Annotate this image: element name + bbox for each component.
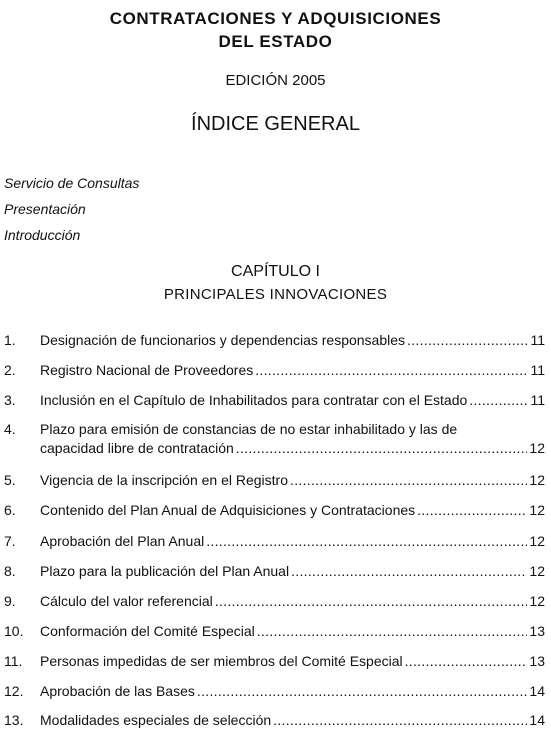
toc-item-page: 12 [529, 533, 545, 549]
toc-item-number: 12. [4, 683, 24, 699]
toc-item-page: 12 [529, 472, 545, 488]
dot-leader [290, 471, 527, 489]
dot-leader [291, 562, 527, 580]
edition-label: EDICIÓN 2005 [225, 72, 326, 89]
toc-item-page: 12 [529, 563, 545, 579]
dot-leader [407, 331, 528, 349]
toc-item-number: 3. [4, 392, 16, 408]
toc-item-number: 10. [4, 623, 24, 639]
toc-item-label: Vigencia de la inscripción en el Registro [40, 472, 288, 488]
toc-item-label: capacidad libre de contratación [40, 440, 234, 456]
toc-item-number: 6. [4, 502, 16, 518]
toc-item-number: 5. [4, 472, 16, 488]
toc-item-page: 13 [529, 623, 545, 639]
toc-item-label: Modalidades especiales de selección [40, 712, 272, 728]
toc-item-label: Designación de funcionarios y dependencias responsables [40, 332, 406, 348]
dot-leader [197, 682, 528, 700]
toc-item-label: Plazo para la publicación del Plan Anual [40, 563, 290, 579]
toc-item-label: Inclusión en el Capítulo de Inhabilitados para contratar con el Estado [40, 392, 468, 408]
toc-item-number: 13. [4, 712, 24, 728]
front-matter-introduction[interactable]: Introducción [4, 227, 81, 243]
dot-leader [417, 501, 527, 519]
front-matter-service[interactable]: Servicio de Consultas [4, 175, 140, 191]
dot-leader [273, 711, 527, 729]
chapter-number: CAPÍTULO I [231, 263, 320, 280]
toc-item-number: 2. [4, 362, 16, 378]
toc-item-number: 8. [4, 563, 16, 579]
toc-item-number: 1. [4, 332, 16, 348]
dot-leader [257, 622, 528, 640]
toc-item-page: 12 [529, 502, 545, 518]
toc-item-label: Cálculo del valor referencial [40, 593, 213, 609]
toc-item-number: 4. [4, 421, 16, 437]
dot-leader [215, 592, 528, 610]
dot-leader [236, 439, 528, 457]
dot-leader [469, 391, 528, 409]
toc-item-number: 11. [4, 653, 23, 669]
toc-item-label: Registro Nacional de Proveedores [40, 362, 254, 378]
toc-item-label: Aprobación de las Bases [40, 683, 195, 699]
document-title-line-1: CONTRATACIONES Y ADQUISICIONES [109, 9, 442, 28]
toc-item-page: 11 [530, 362, 545, 378]
front-matter-presentation[interactable]: Presentación [4, 201, 86, 217]
toc-item-page: 11 [530, 392, 545, 408]
document-title-line-2: DEL ESTADO [218, 32, 333, 51]
toc-item-page: 13 [529, 653, 545, 669]
chapter-title: PRINCIPALES INNOVACIONES [163, 286, 388, 303]
toc-item-label: Contenido del Plan Anual de Adquisiciones y Contrataciones [40, 502, 416, 518]
toc-item-page: 14 [529, 683, 545, 699]
toc-item-label-line-1: Plazo para emisión de constancias de no estar inhabilitado y las de [40, 421, 458, 437]
toc-item-label: Aprobación del Plan Anual [40, 533, 205, 549]
toc-item-number: 9. [4, 593, 16, 609]
toc-item-page: 14 [529, 712, 545, 728]
toc-item-page: 12 [529, 440, 545, 456]
dot-leader [206, 532, 527, 550]
toc-item-label: Conformación del Comité Especial [40, 623, 255, 639]
toc-item-page: 12 [529, 593, 545, 609]
dot-leader [405, 652, 528, 670]
toc-item-number: 7. [4, 533, 16, 549]
index-heading: ÍNDICE GENERAL [191, 113, 360, 135]
toc-item-page: 11 [530, 332, 545, 348]
dot-leader [255, 361, 528, 379]
toc-item-label: Personas impedidas de ser miembros del Comité Especial [40, 653, 403, 669]
